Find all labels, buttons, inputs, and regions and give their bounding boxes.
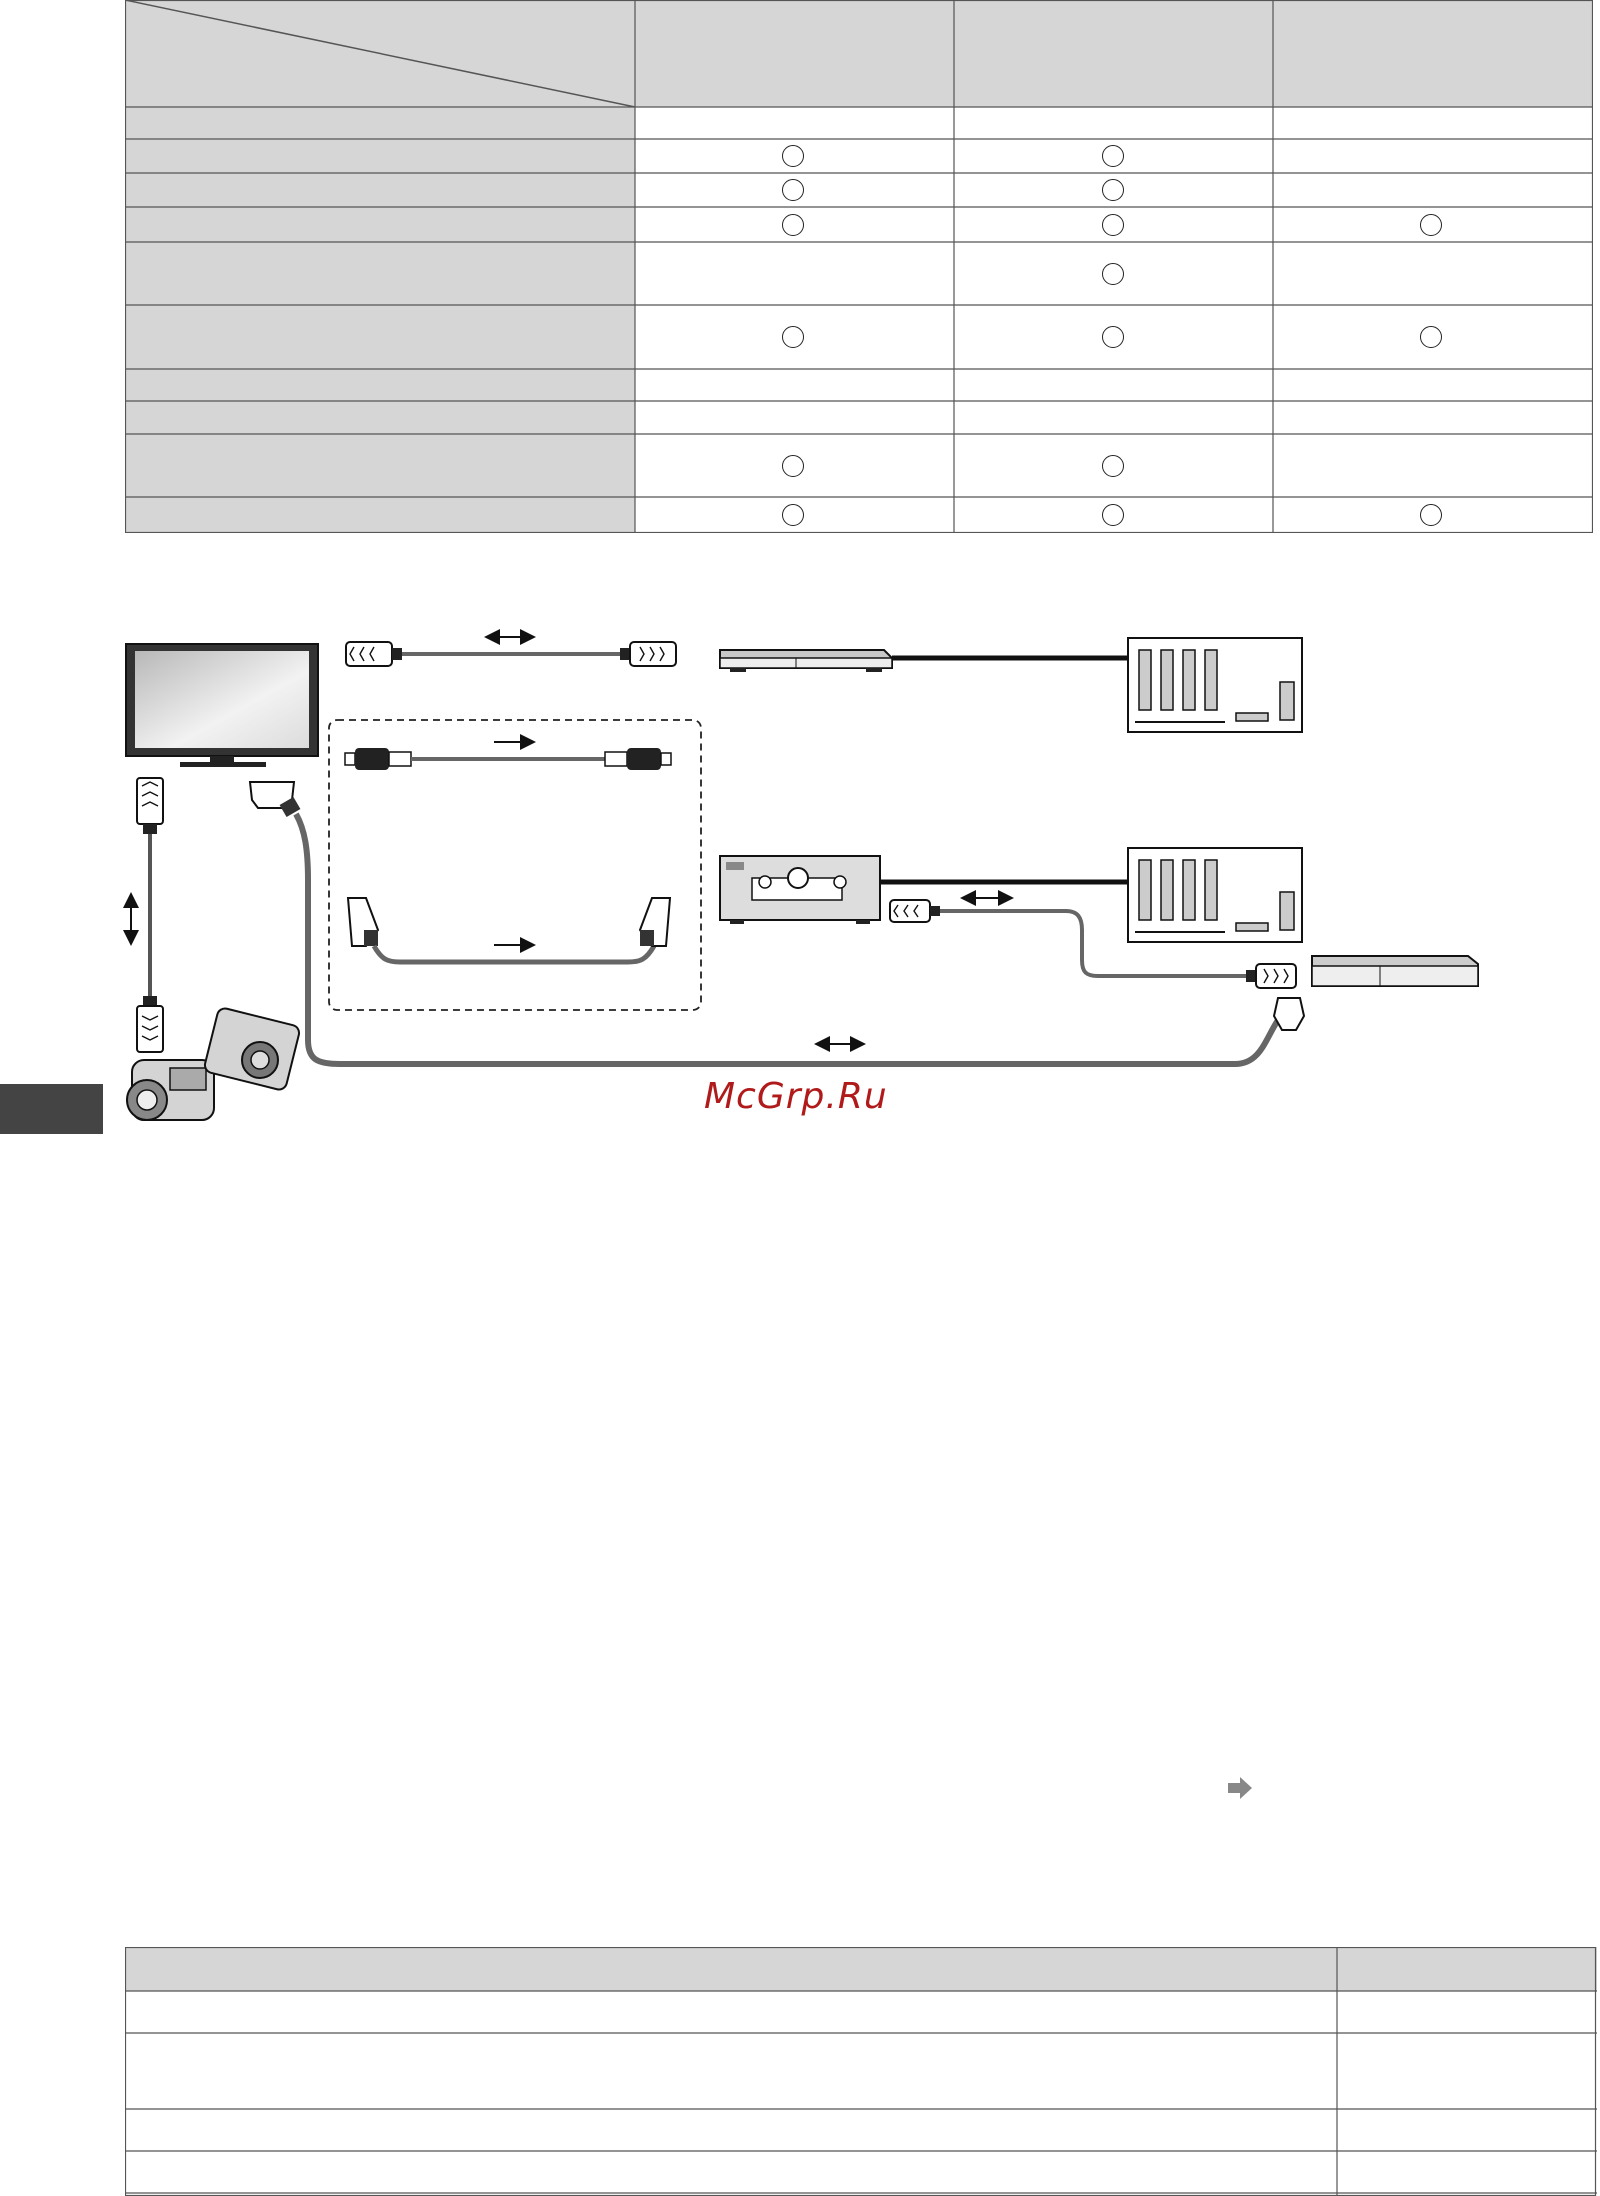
- player-icon: [720, 650, 892, 672]
- right-arrow-icon: [1226, 1776, 1254, 1800]
- optical-cable-icon: [345, 748, 671, 770]
- watermark-text: McGrp.Ru: [704, 1076, 888, 1117]
- recorder-icon: [1312, 956, 1478, 986]
- speaker-system-icon: [1128, 638, 1302, 732]
- section-tab: [0, 1084, 103, 1134]
- camcorder-icon: [127, 1060, 214, 1120]
- amplifier-icon: [720, 856, 880, 924]
- speaker-system-icon: [1128, 848, 1302, 942]
- bottom-table: [125, 1947, 1597, 2196]
- camera-icon: [203, 1007, 300, 1091]
- hdmi-cable-icon: [137, 778, 163, 1052]
- hdmi-cable-icon: [346, 642, 676, 666]
- bottom-table-header: [125, 1947, 1597, 1991]
- tv-icon: [126, 644, 318, 767]
- scart-cable-icon: [348, 898, 670, 962]
